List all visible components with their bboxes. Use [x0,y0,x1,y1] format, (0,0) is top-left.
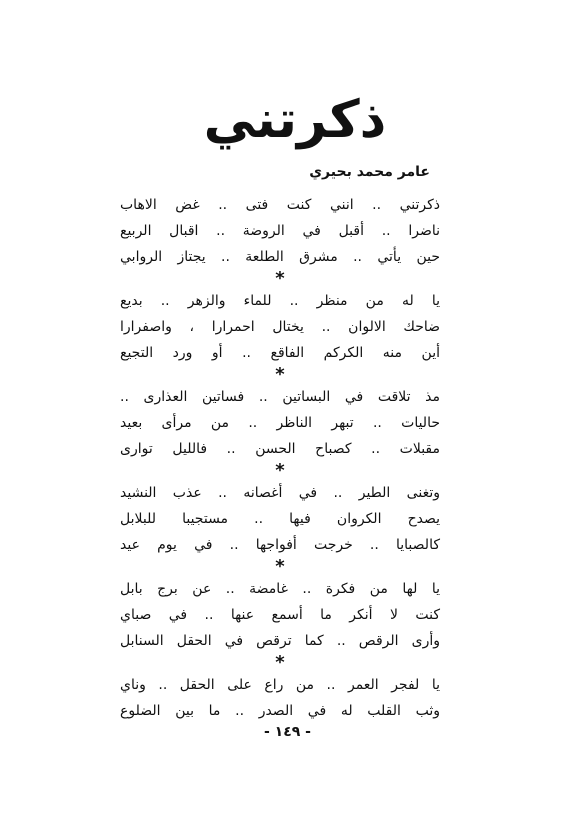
stanza [120,480,440,558]
verse-line: أين منه الكركم الفاقع .. أو ورد التجيع [120,345,440,361]
verse-line: كنت لا أنكر ما أسمع عنها .. في صباي [120,607,440,623]
stanza [120,288,440,366]
poem-title: ذكرتني [203,90,387,150]
verse-line: ضاحك الالوان .. يختال احمرارا ، واصفرارا [120,319,440,335]
verse-line: مقبلات .. كصباح الحسن .. فالليل توارى [120,441,440,457]
verse-line: مذ تلاقت في البساتين .. فساتين العذارى .. [120,389,440,405]
verse-line: وثب القلب له في الصدر .. ما بين الضلوع [120,703,440,719]
verse-line: وأرى الرقص .. كما ترقص في الحقل السنابل [120,633,440,649]
stanza-separator: * [275,556,285,577]
verse-line: يا لها من فكرة .. غامضة .. عن برج بابل [120,581,440,597]
stanza-separator: * [275,460,285,481]
verse-line: ناضرا .. أقبل في الروضة .. اقبال الربيع [120,223,440,239]
stanza [120,192,440,270]
poem-body [120,192,440,724]
author-name: عامر محمد بحيري [309,164,430,180]
verse-line: ذكرتني .. انني كنت فتى .. غض الاهاب [120,197,440,213]
verse-line: حاليات .. تبهر الناظر .. من مرأى بعيد [120,415,440,431]
stanza-separator: * [275,652,285,673]
verse-line: يا له من منظر .. للماء والزهر .. بديع [120,293,440,309]
page-number: - ١٤٩ - [263,724,311,740]
stanza-separator: * [275,268,285,289]
verse-line: حين يأتي .. مشرق الطلعة .. يجتاز الروابي [120,249,440,265]
verse-line: يا لفجر العمر .. من راع على الحقل .. وناي [120,677,440,693]
stanza [120,384,440,462]
verse-line: كالصبايا .. خرجت أفواجها .. في يوم عيد [120,537,440,553]
stanza [120,576,440,654]
stanza-separator: * [275,364,285,385]
verse-line: يصدح الكروان فيها .. مستجيبا للبلابل [120,511,440,527]
verse-line: وتغنى الطير .. في أغصانه .. عذب النشيد [120,485,440,501]
stanza [120,672,440,724]
